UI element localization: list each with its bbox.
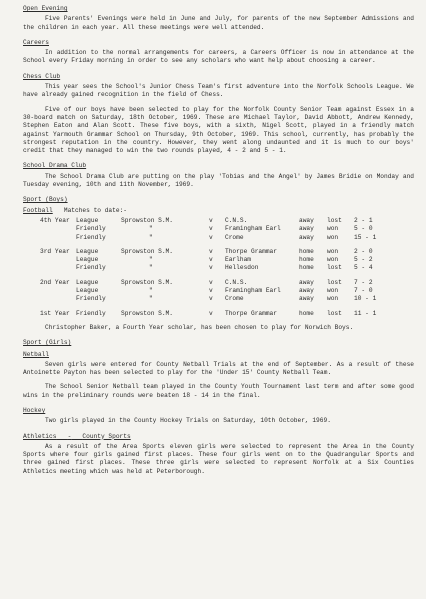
fixture-result: lost [327,278,342,286]
fixture-team: " [149,264,153,272]
fixture-score: 2 - 1 [354,216,373,224]
fixture-row [40,217,384,225]
fixture-team: " [149,233,153,241]
football-results-table [40,217,384,318]
fixture-team: " [149,225,153,233]
chess-club-heading: Chess Club [23,72,61,80]
fixture-year: 4th Year [40,216,70,224]
open-evening-heading: Open Evening [23,5,68,12]
fixture-venue: home [299,256,314,264]
football-label: Football [23,206,53,214]
fixture-score: 15 - 1 [354,233,377,241]
fixture-versus: v [209,278,213,286]
football-results-body [40,217,384,318]
sport-girls-heading: Sport (Girls) [23,339,72,347]
fixture-row [40,264,384,272]
fixture-score: 11 - 1 [354,309,377,317]
fixture-type: League [76,278,99,286]
fixture-versus: v [209,225,213,233]
fixture-score: 10 - 1 [354,295,377,303]
fixture-venue: home [299,264,314,272]
fixture-team: Sprowston S.M. [121,216,173,224]
fixture-type: League [76,256,99,264]
fixture-year: 1st Year [40,309,70,317]
fixture-result: won [327,225,339,233]
fixture-result: won [327,295,339,303]
drama-club-heading: School Drama Club [23,162,87,170]
chess-paragraph-2: Five of our boys have been selected to play for the Norfolk County Senior Team against Essex in a 30-board match on Saturday, 18th October, 1969. These are Michael Taylor, David Abbott, Andrew Kennedy, Stephen Eaton and Alan Scott. These five boys, with a sixth, Nigel Scott, played in a friendly match against Yarmouth Grammar School on Thursday, 9th October, 1969. This school, currently, has probably the strongest reputation in the country. However, they went along undaunted and it is much to our boys' credit that they managed to win the two rounds played, 4 - 2 and 5 - 1. [23,105,414,155]
fixture-opponent: C.N.S. [225,216,248,224]
fixture-opponent: Framingham Earl [225,225,281,233]
fixture-score: 2 - 0 [354,247,373,255]
fixture-year: 3rd Year [40,247,70,255]
fixture-opponent: Crome [225,295,244,303]
fixture-type: Friendly [76,233,106,241]
fixture-year [40,256,76,264]
fixture-score: 5 - 4 [354,264,373,272]
fixture-type: League [76,216,99,224]
fixture-result: won [327,233,339,241]
fixture-venue: away [299,295,314,303]
hockey-text: Two girls played in the County Hockey Trials on Saturday, 10th October, 1969. [45,417,331,425]
fixture-score: 7 - 0 [354,287,373,295]
fixture-venue: away [299,225,314,233]
fixture-opponent: Thorpe Grammar [225,309,277,317]
matches-to-date-label: Matches to date:- [63,206,127,214]
netball-paragraph-2: The School Senior Netball team played in the County Youth Tournament last term and after some good wins in the preliminary rounds were beaten 18 - 14 in the final. [23,383,414,399]
fixture-year: 2nd Year [40,278,70,286]
fixture-year [40,225,76,233]
netball-paragraph-1: Seven girls were entered for County Netball Trials at the end of September. As a result of these Antoinette Payton has been selected to play for the 'Under 15' County Netball Team. [23,360,414,377]
fixture-type: League [76,287,99,295]
athletics-heading: Athletics [23,432,57,440]
fixture-team: " [149,256,153,264]
fixture-versus: v [209,264,213,272]
fixture-venue: away [299,216,314,224]
fixture-result: lost [327,264,342,272]
fixture-row [40,242,384,256]
fixture-type: Friendly [76,309,106,317]
fixture-type: League [76,247,99,255]
fixture-row [40,225,384,233]
fixture-year [40,234,76,242]
fixture-versus: v [209,233,213,241]
fixture-type: Friendly [76,295,106,303]
fixture-row [40,304,384,318]
fixture-row [40,256,384,264]
fixture-type: Friendly [76,264,106,272]
netball-heading: Netball [23,350,49,358]
fixture-score: 5 - 2 [354,256,373,264]
fixture-team: " [149,295,153,303]
hockey-heading: Hockey [23,406,46,414]
fixture-row [40,234,384,242]
fixture-team: Sprowston S.M. [121,278,173,286]
sport-boys-heading: Sport (Boys) [23,196,68,204]
fixture-versus: v [209,247,213,255]
fixture-versus: v [209,309,213,317]
fixture-result: won [327,247,339,255]
fixture-opponent: C.N.S. [225,278,248,286]
athletics-dash: - [67,432,72,440]
fixture-team: Sprowston S.M. [121,309,173,317]
norwich-boys-note: Christopher Baker, a Fourth Year scholar, has been chosen to play for Norwich Boys. [45,323,354,331]
fixture-row [40,287,384,295]
fixture-opponent: Hellesdon [225,264,259,272]
fixture-opponent: Thorpe Grammar [225,247,277,255]
fixture-opponent: Framingham Earl [225,287,281,295]
fixture-venue: away [299,278,314,286]
open-evening-text: Five Parents' Evenings were held in June and July, for parents of the new September Admissions and the children in each year. All these meetings were well attended. [23,15,414,31]
fixture-team: " [149,287,153,295]
drama-club-text: The School Drama Club are putting on the play 'Tobias and the Angel' by James Bridie on Monday and Tuesday evening, 10th and 11th November, 1969. [23,172,414,189]
athletics-heading-line [23,433,414,441]
fixture-venue: home [299,247,314,255]
athletics-text: As a result of the Area Sports eleven girls were selected to represent the Area in the County Sports where four girls gained first places. These four girls went on to the Quadrangular Sports and three gained first places. These three girls were selected to represent Norfolk at a Six Counties Athletics meeting which was held at Peterborough. [23,442,414,475]
fixture-result: lost [327,309,342,317]
fixture-versus: v [209,256,213,264]
fixture-result: won [327,256,339,264]
football-header [23,207,414,215]
careers-text: In addition to the normal arrangements for careers, a Careers Officer is now in attendance at the School every Friday morning in order to see any scholars who want help about choosing a career. [23,49,414,65]
fixture-row [40,295,384,303]
fixture-year [40,287,76,295]
fixture-year [40,264,76,272]
fixture-team: Sprowston S.M. [121,247,173,255]
fixture-result: lost [327,216,342,224]
fixture-versus: v [209,295,213,303]
fixture-opponent: Crome [225,233,244,241]
fixture-result: won [327,287,339,295]
fixture-venue: away [299,233,314,241]
careers-heading: Careers [23,38,49,46]
fixture-score: 5 - 0 [354,225,373,233]
chess-paragraph-1: This year sees the School's Junior Chess Team's first adventure into the Norfolk Schools League. We have already gained recognition in the field of Chess. [23,83,414,99]
fixture-year [40,295,76,303]
fixture-versus: v [209,216,213,224]
fixture-opponent: Earlham [225,256,251,264]
county-sports-heading: County Sports [82,432,131,440]
fixture-row [40,273,384,287]
fixture-venue: away [299,287,314,295]
fixture-venue: home [299,309,314,317]
fixture-versus: v [209,287,213,295]
fixture-score: 7 - 2 [354,278,373,286]
fixture-type: Friendly [76,225,106,233]
